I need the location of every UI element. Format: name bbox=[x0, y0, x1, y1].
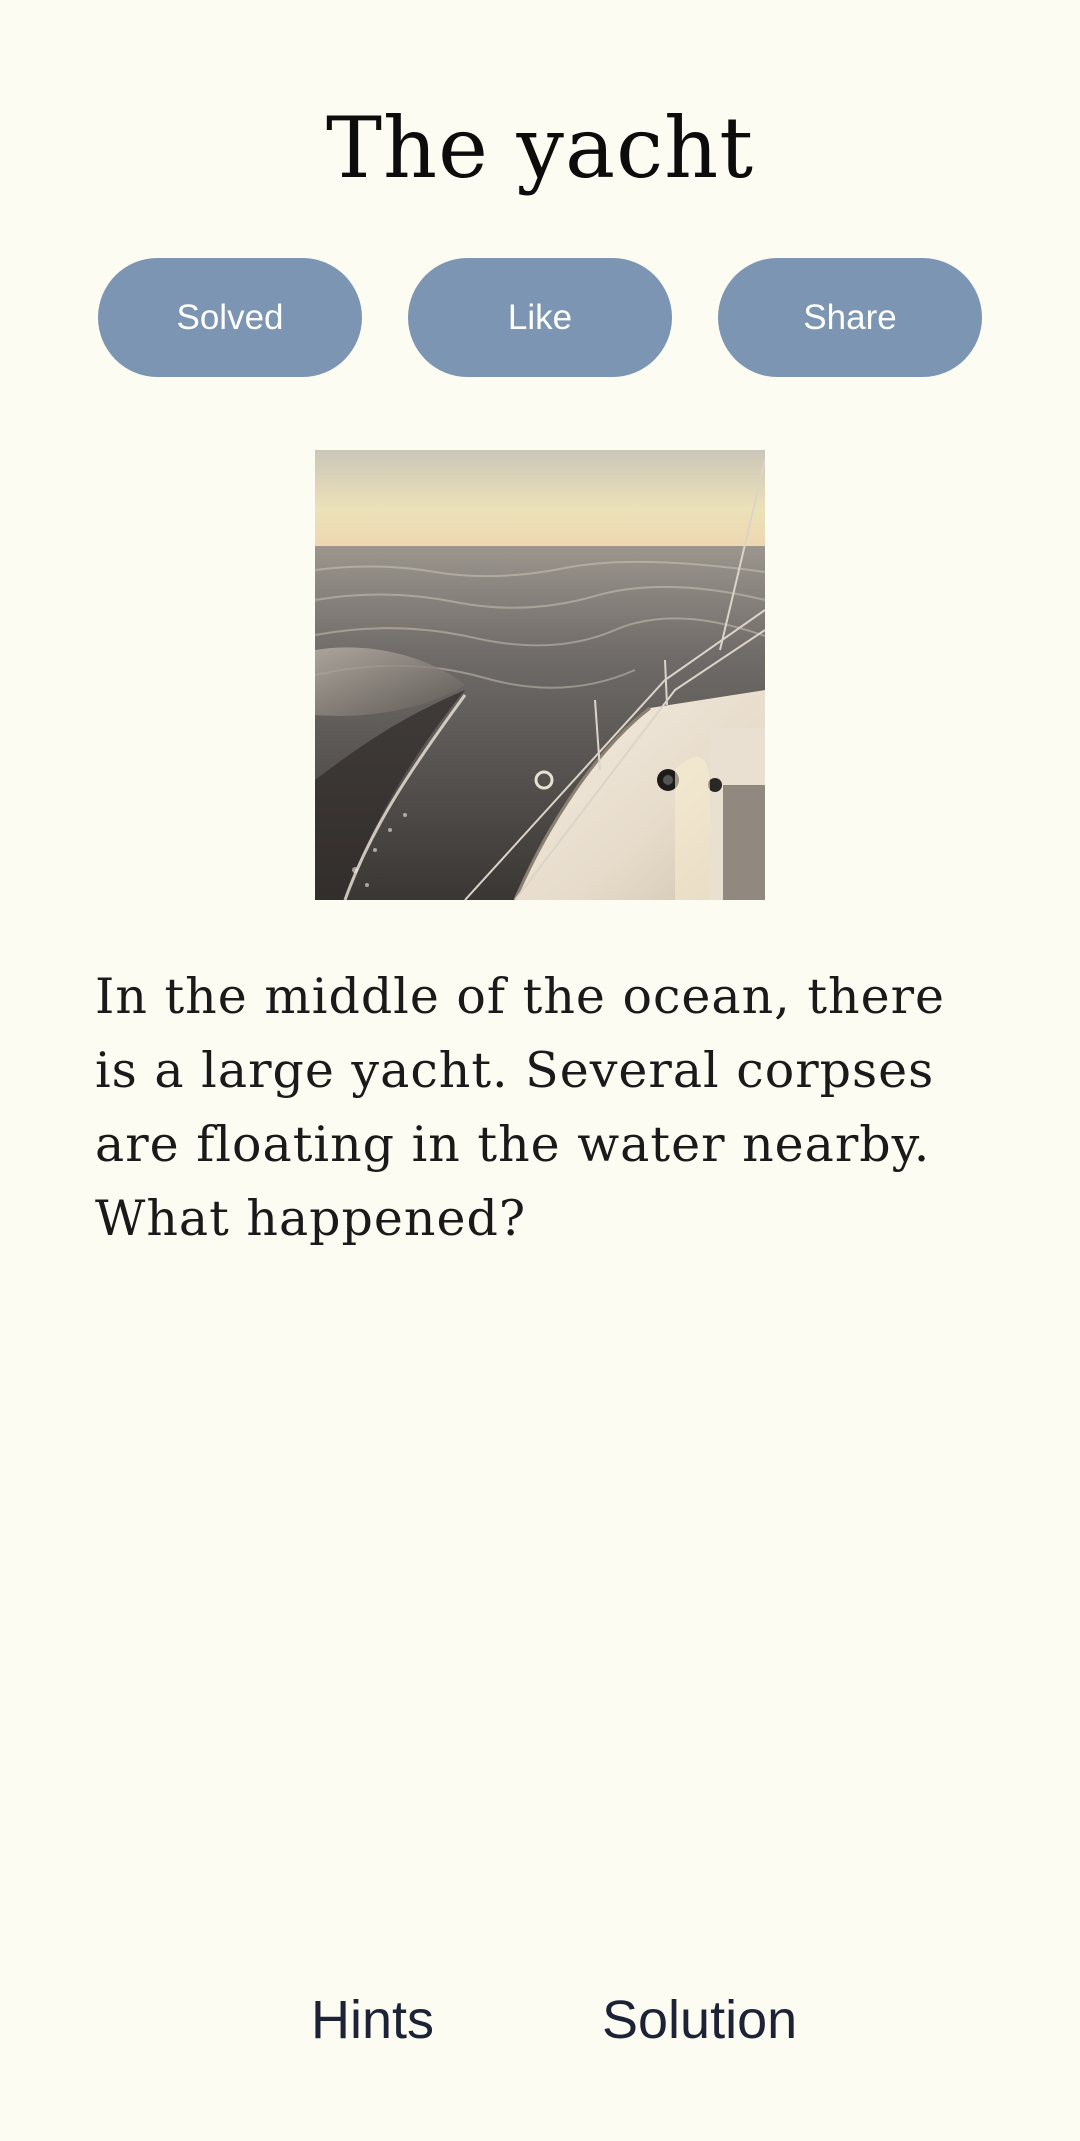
puzzle-question: In the middle of the ocean, there is a large yacht. Several corpses are floating in the water nearby. What happened? bbox=[95, 968, 945, 1247]
solved-button[interactable]: Solved bbox=[98, 258, 362, 377]
solution-link[interactable]: Solution bbox=[602, 1990, 798, 2050]
hints-link[interactable]: Hints bbox=[311, 1990, 435, 2050]
action-buttons bbox=[98, 258, 982, 377]
puzzle-image bbox=[315, 450, 765, 900]
like-button[interactable]: Like bbox=[408, 258, 672, 377]
share-button[interactable]: Share bbox=[718, 258, 982, 377]
bottom-nav bbox=[0, 1985, 1080, 2055]
page-title: The yacht bbox=[326, 99, 754, 197]
